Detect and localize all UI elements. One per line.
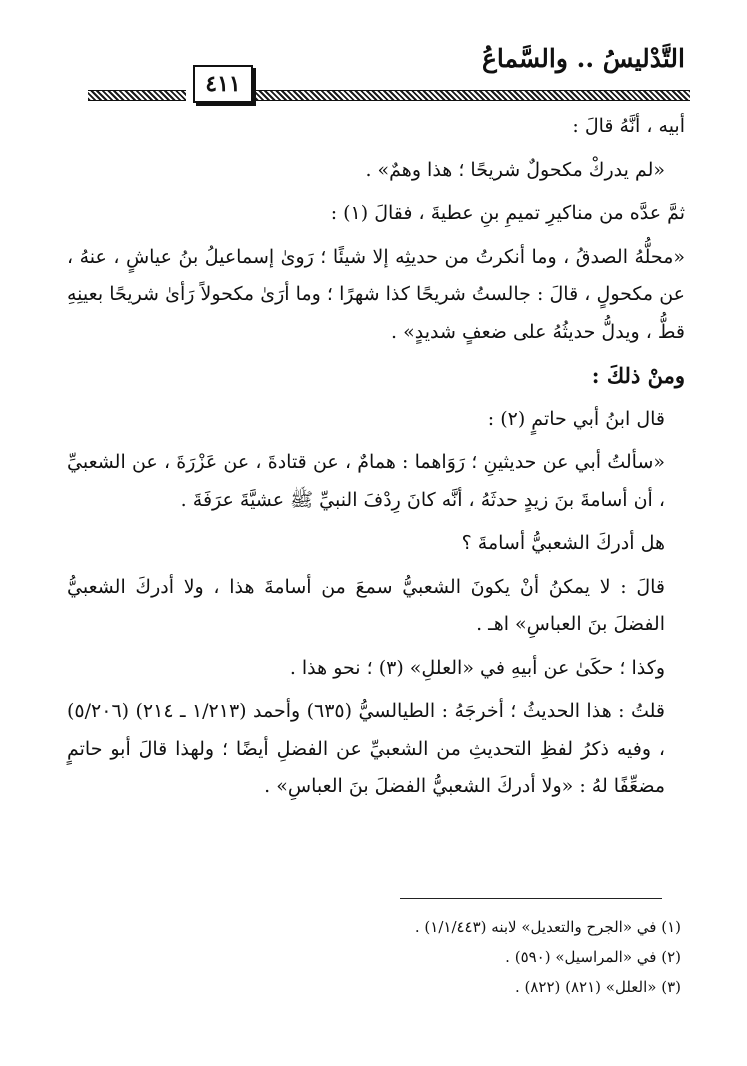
quote: «محلُّهُ الصدقُ ، وما أنكرتُ من حديثِه إلا شيئًا ؛ رَوىٰ إسماعيلُ بنُ عياشٍ ، عنهُ ، عن مكحولٍ ، قالَ : جالستُ شريحًا كذا شهرًا ؛ وما أرَىٰ مكحولاً رَأىٰ شريحًا بعينِهِ قطُّ ، ويدلُّ حديثُهُ على ضعفٍ شديدٍ» .: [67, 245, 685, 343]
footnote: (٣) «العلل» (٨٢١) (٨٢٢) .: [514, 978, 681, 996]
footnote: (١) في «الجرح والتعديل» لابنه (١/١/٤٤٣) .: [414, 918, 681, 936]
footnote: (٢) في «المراسيل» (٥٩٠) .: [505, 948, 681, 966]
main-text: [67, 108, 685, 812]
paragraph: قلتُ : هذا الحديثُ ؛ أخرجَهُ : الطيالسيُّ (٦٣٥) وأحمد (١/٢١٣ ـ ٢١٤) (٥/٢٠٦) ، وفيه ذكرُ لفظِ التحديثِ من الشعبيِّ عن الفضلِ أيضًا ؛ ولهذا قالَ أبو حاتمٍ مضعِّفًا لهُ : «ولا أدركَ الشعبيُّ الفضلَ بنَ العباسِ» .: [67, 700, 665, 797]
section-heading: ومنْ ذلكَ :: [591, 363, 685, 388]
header-rule-left: [88, 90, 186, 101]
quote: قالَ : لا يمكنُ أنْ يكونَ الشعبيُّ سمعَ من أسامةَ هذا ، ولا أدركَ الشعبيُّ الفضلَ بنَ العباسِ» اهـ .: [67, 575, 665, 635]
header-rule-right: [256, 90, 690, 101]
paragraph: أبيه ، أنَّهُ قالَ :: [572, 115, 685, 137]
paragraph: وكذا ؛ حكَىٰ عن أبيهِ في «العللِ» (٣) ؛ نحو هذا .: [289, 656, 665, 679]
page-number: ٤١١: [193, 65, 253, 103]
quote: «لم يدركْ مكحولٌ شريحًا ؛ هذا وهمٌ» .: [365, 158, 665, 181]
paragraph: ثمَّ عدَّه من مناكيرِ تميمِ بنِ عطيةَ ، فقالَ (١) :: [330, 202, 685, 224]
footnote-separator: [400, 898, 662, 899]
footnotes: [81, 912, 681, 1002]
quote: «سألتُ أبي عن حديثينِ ؛ رَوَاهما : همامٌ ، عن قتادةَ ، عن عَزْرَةَ ، عن الشعبيِّ ، أن أسامةَ بنَ زيدٍ حدثَهُ ، أنَّه كانَ رِدْفَ النبيِّ ﷺ عشيَّةَ عرَفَةَ .: [67, 451, 665, 511]
paragraph: هل أدركَ الشعبيُّ أسامةَ ؟: [461, 532, 665, 554]
running-title: التَّدْليسُ .. والسَّماعُ: [481, 44, 685, 73]
paragraph: قال ابنُ أبي حاتمٍ (٢) :: [487, 407, 665, 430]
